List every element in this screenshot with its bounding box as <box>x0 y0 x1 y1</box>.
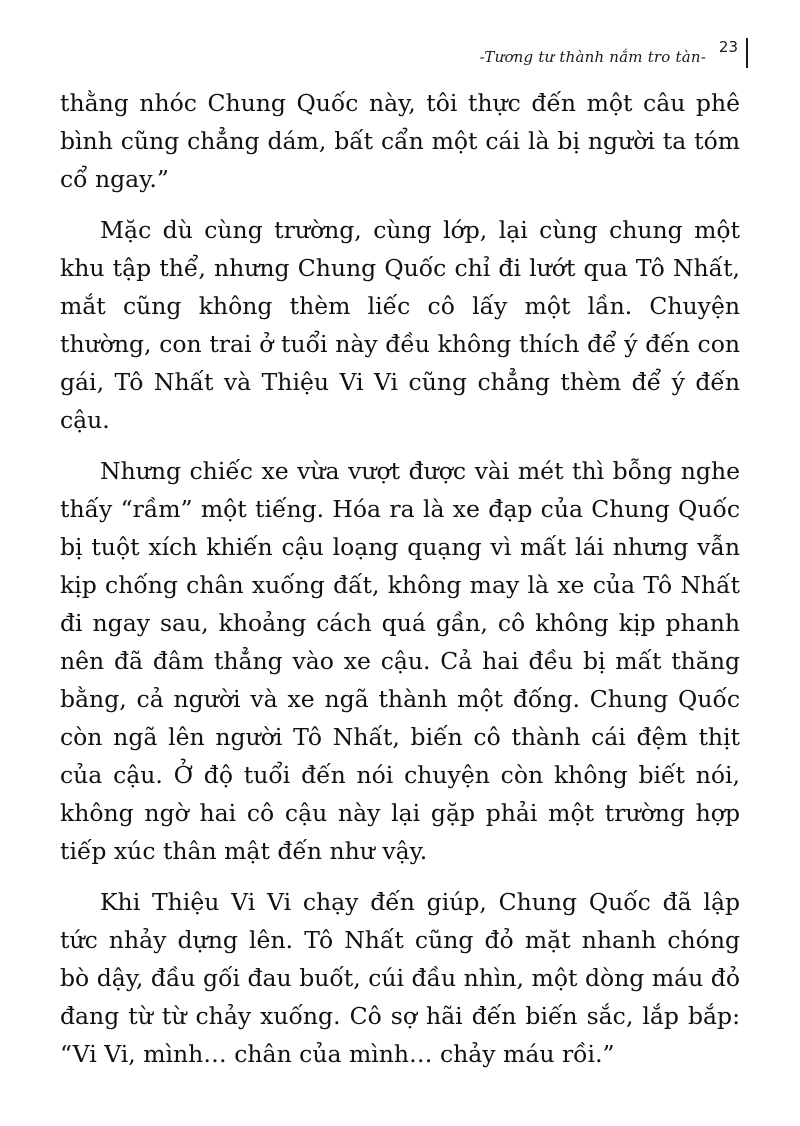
paragraph-3: Nhưng chiếc xe vừa vượt được vài mét thì bỗng nghe thấy “rầm” một tiếng. Hóa ra là xe đạp của Chung Quốc bị tuột xích khiến cậu loạng quạng vì mất lái nhưng vẫn kịp chống chân xuống đất, không may là xe của Tô Nhất đi ngay sau, khoảng cách quá gần, cô không kịp phanh nên đã đâm thẳng vào xe cậu. Cả hai đều bị mất thăng bằng, cả người và xe ngã thành một đống. Chung Quốc còn ngã lên người Tô Nhất, biến cô thành cái đệm thịt của cậu. Ở độ tuổi đến nói chuyện còn không biết nói, không ngờ hai cô cậu này lại gặp phải một trường hợp tiếp xúc thân mật đến như vậy. <box>60 457 740 865</box>
paragraph-2: Mặc dù cùng trường, cùng lớp, lại cùng chung một khu tập thể, nhưng Chung Quốc chỉ đi lướt qua Tô Nhất, mắt cũng không thèm liếc cô lấy một lần. Chuyện thường, con trai ở tuổi này đều không thích để ý đến con gái, Tô Nhất và Thiệu Vi Vi cũng chẳng thèm để ý đến cậu. <box>60 216 740 434</box>
paragraph-1: thằng nhóc Chung Quốc này, tôi thực đến một câu phê bình cũng chẳng dám, bất cẩn một cái là bị người ta tóm cổ ngay.” <box>60 89 740 193</box>
running-header-title: -Tương tư thành nắm tro tàn- <box>479 48 706 66</box>
page-number: 23 <box>718 38 738 56</box>
paragraph-4: Khi Thiệu Vi Vi chạy đến giúp, Chung Quốc đã lập tức nhảy dựng lên. Tô Nhất cũng đỏ mặt nhanh chóng bò dậy, đầu gối đau buốt, cúi đầu nhìn, một dòng máu đỏ đang từ từ chảy xuống. Cô sợ hãi đến biến sắc, lắp bắp: “Vi Vi, mình… chân của mình… chảy máu rồi.” <box>60 888 740 1068</box>
header-rule <box>746 38 748 68</box>
body-text <box>60 84 740 1086</box>
